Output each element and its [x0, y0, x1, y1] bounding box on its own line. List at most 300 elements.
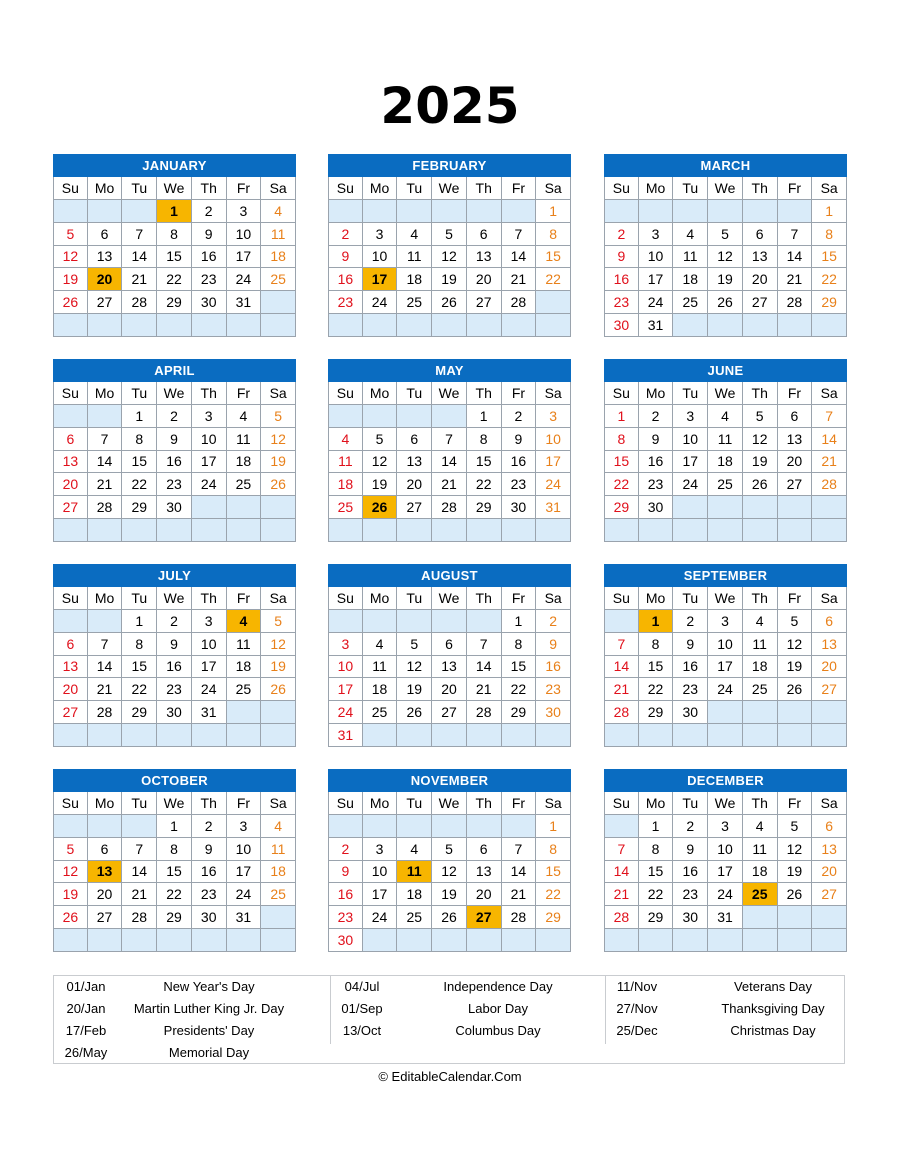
- day-cell: 22: [604, 473, 639, 496]
- day-cell: 25: [261, 883, 296, 906]
- empty-cell: [192, 519, 227, 542]
- day-cell: 4: [261, 815, 296, 838]
- day-cell: 18: [261, 861, 296, 884]
- empty-cell: [122, 519, 157, 542]
- day-cell: 20: [778, 451, 813, 474]
- weekday-header: Th: [467, 792, 502, 815]
- day-cell: 1: [467, 405, 502, 428]
- day-cell: 5: [708, 223, 743, 246]
- day-cell: 25: [328, 496, 363, 519]
- empty-cell: [88, 929, 123, 952]
- weekday-header: Tu: [122, 382, 157, 405]
- day-cell: 15: [812, 246, 847, 269]
- empty-cell: [157, 724, 192, 747]
- day-cell: 25: [673, 291, 708, 314]
- day-cell: 28: [812, 473, 847, 496]
- day-cell: 4: [363, 633, 398, 656]
- day-cell: 6: [812, 815, 847, 838]
- empty-cell: [778, 906, 813, 929]
- day-cell: 5: [778, 610, 813, 633]
- day-cell: 18: [227, 656, 262, 679]
- empty-cell: [53, 519, 88, 542]
- day-cell: 30: [673, 701, 708, 724]
- empty-cell: [639, 724, 674, 747]
- holiday-day-cell: 17: [363, 268, 398, 291]
- empty-cell: [53, 610, 88, 633]
- empty-cell: [328, 200, 363, 223]
- day-cell: 11: [227, 633, 262, 656]
- empty-cell: [397, 200, 432, 223]
- day-cell: 12: [708, 246, 743, 269]
- day-cell: 17: [536, 451, 571, 474]
- day-cell: 21: [604, 678, 639, 701]
- weekday-header: Fr: [502, 792, 537, 815]
- day-cell: 15: [639, 861, 674, 884]
- empty-cell: [467, 314, 502, 337]
- day-cell: 26: [261, 473, 296, 496]
- empty-cell: [604, 815, 639, 838]
- weekday-header: Tu: [673, 177, 708, 200]
- day-cell: 11: [673, 246, 708, 269]
- day-cell: 8: [122, 428, 157, 451]
- day-cell: 5: [261, 610, 296, 633]
- empty-cell: [122, 200, 157, 223]
- holiday-day-cell: 25: [743, 883, 778, 906]
- empty-cell: [502, 314, 537, 337]
- day-cell: 20: [53, 678, 88, 701]
- day-cell: 7: [502, 223, 537, 246]
- day-cell: 23: [502, 473, 537, 496]
- weekday-header: Mo: [363, 177, 398, 200]
- empty-cell: [192, 929, 227, 952]
- empty-cell: [328, 815, 363, 838]
- day-cell: 3: [708, 815, 743, 838]
- weekday-header: Su: [53, 382, 88, 405]
- month-grid: [604, 792, 847, 952]
- weekday-header: Fr: [778, 587, 813, 610]
- day-cell: 14: [778, 246, 813, 269]
- day-cell: 4: [261, 200, 296, 223]
- empty-cell: [536, 724, 571, 747]
- day-cell: 2: [192, 815, 227, 838]
- day-cell: 5: [261, 405, 296, 428]
- empty-cell: [328, 519, 363, 542]
- day-cell: 21: [502, 883, 537, 906]
- day-cell: 30: [328, 929, 363, 952]
- weekday-header: Fr: [778, 177, 813, 200]
- day-cell: 23: [192, 268, 227, 291]
- empty-cell: [122, 815, 157, 838]
- day-cell: 19: [53, 268, 88, 291]
- month-header: SEPTEMBER: [604, 564, 847, 587]
- day-cell: 27: [812, 883, 847, 906]
- day-cell: 19: [261, 451, 296, 474]
- holiday-name: Memorial Day: [168, 1045, 250, 1060]
- day-cell: 25: [227, 678, 262, 701]
- holiday-date: 11/Nov: [616, 979, 658, 994]
- day-cell: 6: [88, 838, 123, 861]
- day-cell: 28: [432, 496, 467, 519]
- day-cell: 28: [502, 291, 537, 314]
- day-cell: 26: [743, 473, 778, 496]
- day-cell: 2: [192, 200, 227, 223]
- empty-cell: [261, 496, 296, 519]
- weekday-header: Th: [192, 587, 227, 610]
- day-cell: 23: [157, 678, 192, 701]
- weekday-header: Sa: [261, 587, 296, 610]
- day-cell: 24: [363, 906, 398, 929]
- day-cell: 13: [432, 656, 467, 679]
- empty-cell: [397, 314, 432, 337]
- day-cell: 21: [88, 473, 123, 496]
- empty-cell: [328, 405, 363, 428]
- day-cell: 28: [502, 906, 537, 929]
- day-cell: 13: [812, 838, 847, 861]
- day-cell: 11: [743, 633, 778, 656]
- day-cell: 23: [673, 883, 708, 906]
- day-cell: 22: [467, 473, 502, 496]
- day-cell: 13: [53, 451, 88, 474]
- holiday-day-cell: 27: [467, 906, 502, 929]
- day-cell: 3: [536, 405, 571, 428]
- day-cell: 12: [363, 451, 398, 474]
- day-cell: 8: [467, 428, 502, 451]
- weekday-header: Tu: [673, 792, 708, 815]
- weekday-header: Mo: [639, 177, 674, 200]
- empty-cell: [778, 929, 813, 952]
- day-cell: 24: [328, 701, 363, 724]
- empty-cell: [192, 724, 227, 747]
- day-cell: 29: [122, 496, 157, 519]
- day-cell: 24: [227, 268, 262, 291]
- empty-cell: [502, 929, 537, 952]
- month-grid: [604, 587, 847, 747]
- empty-cell: [502, 724, 537, 747]
- holiday-row: [54, 976, 314, 998]
- day-cell: 18: [328, 473, 363, 496]
- empty-cell: [502, 519, 537, 542]
- day-cell: 21: [122, 883, 157, 906]
- empty-cell: [261, 701, 296, 724]
- day-cell: 2: [604, 223, 639, 246]
- empty-cell: [743, 724, 778, 747]
- empty-cell: [604, 200, 639, 223]
- day-cell: 27: [812, 678, 847, 701]
- day-cell: 9: [157, 428, 192, 451]
- empty-cell: [502, 200, 537, 223]
- empty-cell: [227, 496, 262, 519]
- day-cell: 3: [708, 610, 743, 633]
- empty-cell: [673, 200, 708, 223]
- weekday-header: Th: [743, 382, 778, 405]
- month-grid: [53, 792, 296, 952]
- day-cell: 24: [673, 473, 708, 496]
- day-cell: 21: [467, 678, 502, 701]
- day-cell: 11: [261, 838, 296, 861]
- day-cell: 30: [192, 906, 227, 929]
- day-cell: 12: [432, 861, 467, 884]
- weekday-header: Tu: [673, 382, 708, 405]
- day-cell: 20: [432, 678, 467, 701]
- empty-cell: [261, 906, 296, 929]
- day-cell: 7: [432, 428, 467, 451]
- day-cell: 29: [812, 291, 847, 314]
- day-cell: 15: [467, 451, 502, 474]
- empty-cell: [363, 724, 398, 747]
- month-march: [604, 154, 847, 337]
- day-cell: 3: [328, 633, 363, 656]
- day-cell: 16: [604, 268, 639, 291]
- day-cell: 18: [397, 883, 432, 906]
- empty-cell: [708, 314, 743, 337]
- weekday-header: Su: [328, 177, 363, 200]
- holiday-row: [54, 998, 314, 1020]
- day-cell: 25: [363, 701, 398, 724]
- day-cell: 27: [778, 473, 813, 496]
- day-cell: 22: [536, 268, 571, 291]
- day-cell: 18: [743, 656, 778, 679]
- day-cell: 12: [778, 633, 813, 656]
- day-cell: 14: [122, 246, 157, 269]
- day-cell: 14: [88, 656, 123, 679]
- empty-cell: [604, 929, 639, 952]
- month-grid: [53, 382, 296, 542]
- day-cell: 19: [743, 451, 778, 474]
- day-cell: 26: [432, 906, 467, 929]
- month-header: JUNE: [604, 359, 847, 382]
- day-cell: 7: [88, 633, 123, 656]
- day-cell: 16: [639, 451, 674, 474]
- weekday-header: We: [708, 177, 743, 200]
- holiday-name: Thanksgiving Day: [721, 1001, 825, 1016]
- day-cell: 12: [261, 633, 296, 656]
- day-cell: 12: [397, 656, 432, 679]
- month-header: NOVEMBER: [328, 769, 571, 792]
- day-cell: 6: [812, 610, 847, 633]
- day-cell: 30: [502, 496, 537, 519]
- month-header: OCTOBER: [53, 769, 296, 792]
- holiday-row: [330, 976, 590, 998]
- empty-cell: [261, 519, 296, 542]
- day-cell: 5: [432, 223, 467, 246]
- day-cell: 22: [157, 883, 192, 906]
- empty-cell: [192, 496, 227, 519]
- day-cell: 19: [432, 268, 467, 291]
- weekday-header: We: [432, 587, 467, 610]
- day-cell: 6: [467, 838, 502, 861]
- day-cell: 27: [467, 291, 502, 314]
- empty-cell: [261, 291, 296, 314]
- weekday-header: Fr: [502, 587, 537, 610]
- day-cell: 2: [673, 815, 708, 838]
- weekday-header: Sa: [812, 177, 847, 200]
- holiday-day-cell: 4: [227, 610, 262, 633]
- day-cell: 3: [639, 223, 674, 246]
- day-cell: 18: [708, 451, 743, 474]
- day-cell: 28: [88, 496, 123, 519]
- day-cell: 5: [778, 815, 813, 838]
- weekday-header: Tu: [397, 382, 432, 405]
- empty-cell: [432, 519, 467, 542]
- empty-cell: [122, 314, 157, 337]
- day-cell: 9: [192, 223, 227, 246]
- holiday-name: Martin Luther King Jr. Day: [133, 1001, 285, 1016]
- month-grid: [53, 587, 296, 747]
- day-cell: 2: [502, 405, 537, 428]
- empty-cell: [192, 314, 227, 337]
- day-cell: 1: [639, 815, 674, 838]
- day-cell: 15: [639, 656, 674, 679]
- empty-cell: [363, 610, 398, 633]
- holiday-date: 27/Nov: [616, 1001, 658, 1016]
- holiday-name: Veterans Day: [733, 979, 813, 994]
- weekday-header: Tu: [122, 792, 157, 815]
- weekday-header: Fr: [227, 177, 262, 200]
- weekday-header: Mo: [88, 587, 123, 610]
- day-cell: 4: [708, 405, 743, 428]
- day-cell: 18: [397, 268, 432, 291]
- month-grid: [328, 177, 571, 337]
- day-cell: 29: [604, 496, 639, 519]
- day-cell: 15: [122, 656, 157, 679]
- day-cell: 17: [708, 861, 743, 884]
- empty-cell: [639, 929, 674, 952]
- day-cell: 18: [261, 246, 296, 269]
- day-cell: 14: [812, 428, 847, 451]
- day-cell: 9: [328, 861, 363, 884]
- weekday-header: Su: [604, 792, 639, 815]
- month-september: [604, 564, 847, 747]
- empty-cell: [88, 815, 123, 838]
- day-cell: 21: [502, 268, 537, 291]
- empty-cell: [812, 314, 847, 337]
- holiday-day-cell: 20: [88, 268, 123, 291]
- weekday-header: Su: [53, 177, 88, 200]
- month-august: [328, 564, 571, 747]
- empty-cell: [778, 496, 813, 519]
- empty-cell: [467, 519, 502, 542]
- day-cell: 28: [778, 291, 813, 314]
- weekday-header: Fr: [778, 792, 813, 815]
- empty-cell: [673, 724, 708, 747]
- day-cell: 11: [261, 223, 296, 246]
- day-cell: 14: [432, 451, 467, 474]
- day-cell: 29: [639, 701, 674, 724]
- weekday-header: We: [708, 792, 743, 815]
- day-cell: 30: [157, 496, 192, 519]
- empty-cell: [467, 610, 502, 633]
- day-cell: 17: [673, 451, 708, 474]
- day-cell: 28: [604, 906, 639, 929]
- day-cell: 8: [812, 223, 847, 246]
- day-cell: 11: [328, 451, 363, 474]
- day-cell: 29: [157, 906, 192, 929]
- empty-cell: [88, 405, 123, 428]
- weekday-header: Sa: [261, 792, 296, 815]
- weekday-header: Mo: [88, 177, 123, 200]
- day-cell: 19: [261, 656, 296, 679]
- day-cell: 31: [708, 906, 743, 929]
- weekday-header: Mo: [363, 382, 398, 405]
- month-november: [328, 769, 571, 952]
- day-cell: 17: [328, 678, 363, 701]
- day-cell: 13: [88, 246, 123, 269]
- holiday-name: Christmas Day: [730, 1023, 816, 1038]
- day-cell: 19: [363, 473, 398, 496]
- day-cell: 20: [467, 883, 502, 906]
- empty-cell: [639, 200, 674, 223]
- month-may: [328, 359, 571, 542]
- weekday-header: Fr: [778, 382, 813, 405]
- day-cell: 10: [363, 861, 398, 884]
- empty-cell: [157, 519, 192, 542]
- empty-cell: [53, 929, 88, 952]
- day-cell: 29: [639, 906, 674, 929]
- day-cell: 17: [192, 656, 227, 679]
- empty-cell: [122, 929, 157, 952]
- empty-cell: [467, 724, 502, 747]
- day-cell: 15: [536, 246, 571, 269]
- day-cell: 19: [778, 656, 813, 679]
- day-cell: 2: [673, 610, 708, 633]
- weekday-header: Sa: [812, 587, 847, 610]
- day-cell: 21: [88, 678, 123, 701]
- day-cell: 14: [604, 861, 639, 884]
- day-cell: 19: [53, 883, 88, 906]
- weekday-header: Su: [604, 177, 639, 200]
- day-cell: 29: [536, 906, 571, 929]
- empty-cell: [432, 200, 467, 223]
- empty-cell: [743, 314, 778, 337]
- day-cell: 17: [363, 883, 398, 906]
- day-cell: 28: [122, 291, 157, 314]
- weekday-header: Th: [192, 177, 227, 200]
- empty-cell: [743, 906, 778, 929]
- day-cell: 26: [708, 291, 743, 314]
- day-cell: 9: [536, 633, 571, 656]
- day-cell: 21: [432, 473, 467, 496]
- day-cell: 13: [397, 451, 432, 474]
- empty-cell: [812, 724, 847, 747]
- empty-cell: [397, 519, 432, 542]
- weekday-header: Mo: [363, 587, 398, 610]
- weekday-header: Th: [743, 587, 778, 610]
- day-cell: 12: [53, 861, 88, 884]
- weekday-header: Fr: [227, 792, 262, 815]
- day-cell: 29: [122, 701, 157, 724]
- day-cell: 24: [639, 291, 674, 314]
- day-cell: 29: [502, 701, 537, 724]
- day-cell: 17: [192, 451, 227, 474]
- day-cell: 2: [157, 610, 192, 633]
- month-header: AUGUST: [328, 564, 571, 587]
- day-cell: 16: [673, 861, 708, 884]
- empty-cell: [743, 701, 778, 724]
- day-cell: 3: [673, 405, 708, 428]
- day-cell: 10: [639, 246, 674, 269]
- empty-cell: [604, 724, 639, 747]
- holiday-column: [54, 976, 294, 1063]
- empty-cell: [363, 929, 398, 952]
- day-cell: 8: [639, 633, 674, 656]
- day-cell: 14: [502, 861, 537, 884]
- empty-cell: [227, 519, 262, 542]
- day-cell: 15: [122, 451, 157, 474]
- day-cell: 13: [743, 246, 778, 269]
- weekday-header: We: [157, 792, 192, 815]
- day-cell: 1: [502, 610, 537, 633]
- day-cell: 28: [467, 701, 502, 724]
